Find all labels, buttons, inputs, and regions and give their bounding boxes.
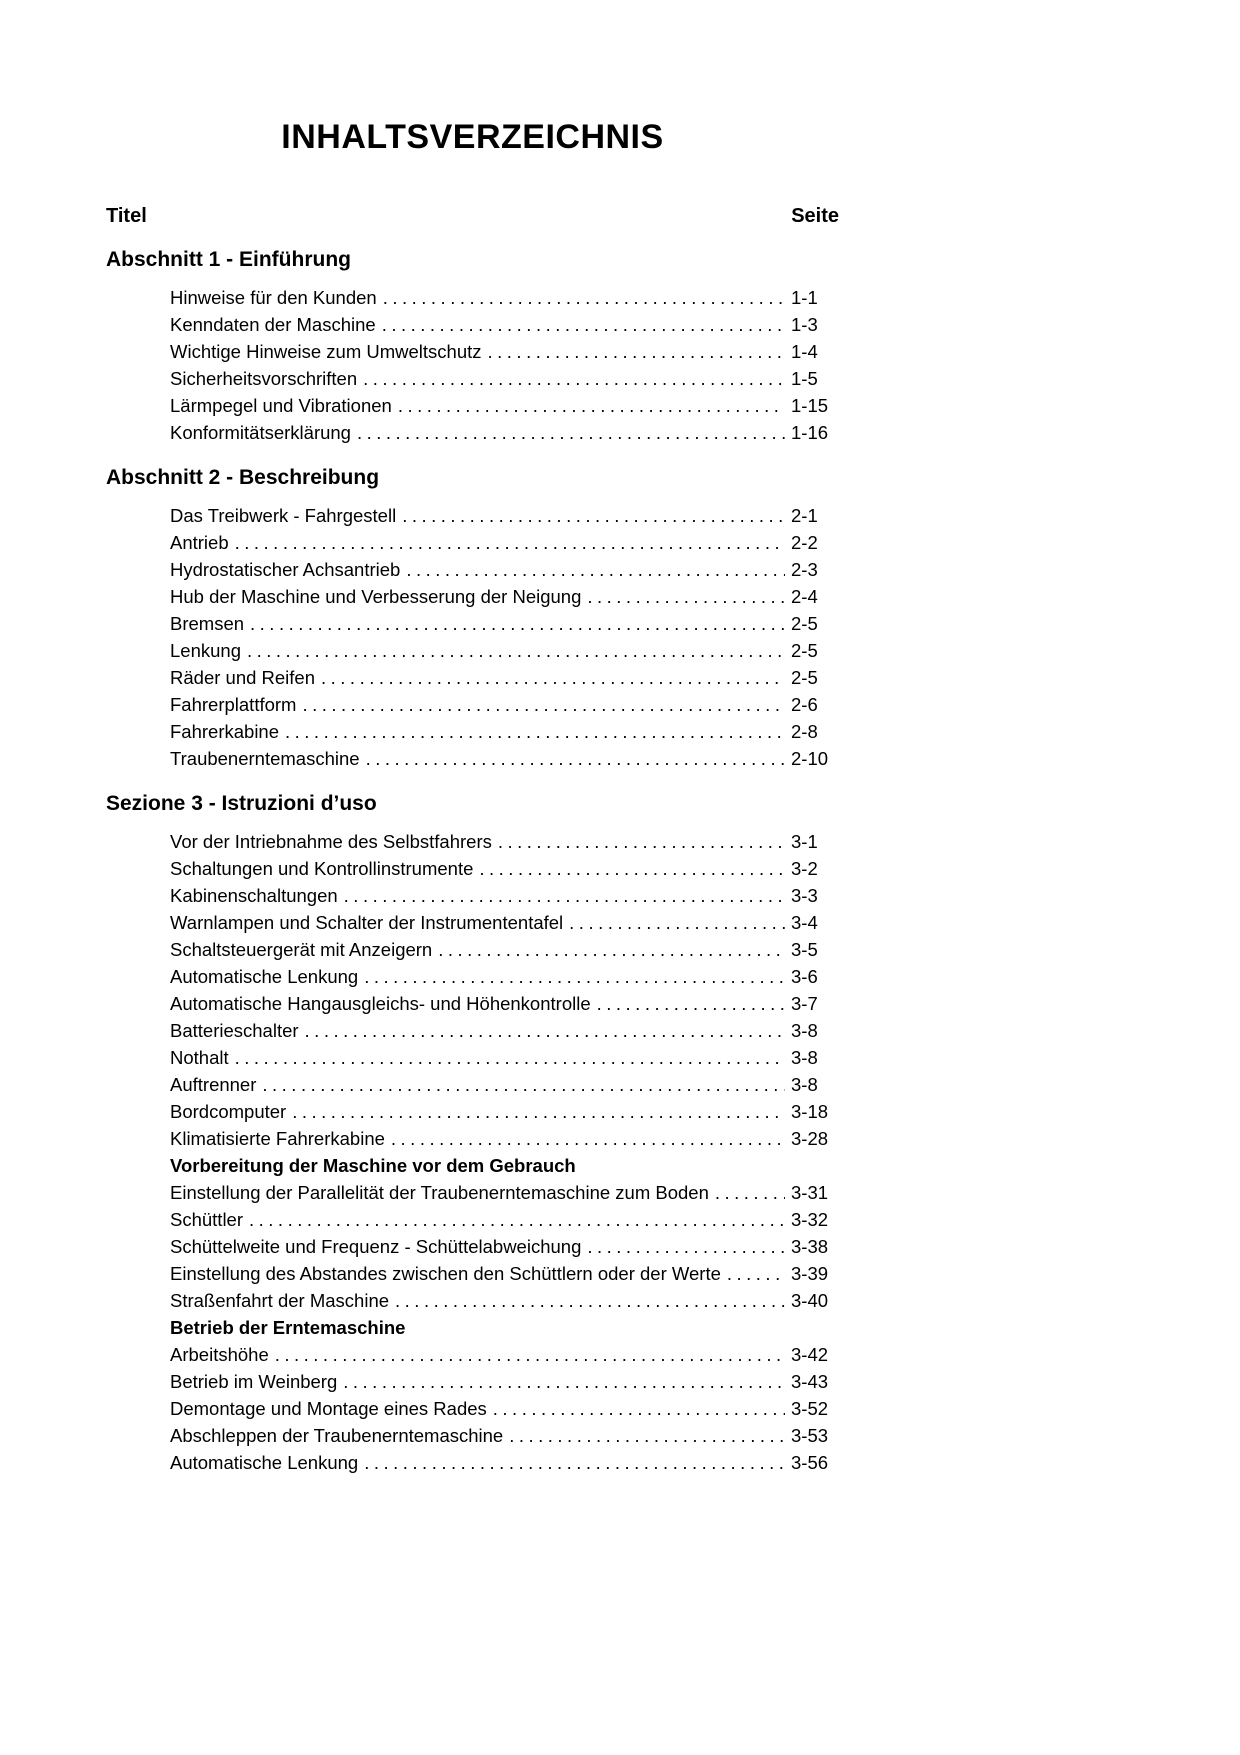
toc-entry-label: Fahrerkabine [170, 721, 280, 742]
toc-entry [106, 583, 839, 610]
toc-entry-label: Automatische Hangausgleichs- und Höhenkontrolle [170, 993, 591, 1014]
dot-leader [402, 502, 785, 529]
toc-entry [106, 529, 839, 556]
toc-entry [106, 1125, 839, 1152]
toc-entry-page: 3-4 [791, 912, 818, 933]
toc-entry [106, 392, 839, 419]
toc-entry [106, 882, 839, 909]
dot-leader [597, 990, 785, 1017]
section-heading: Abschnitt 1 - Einführung [106, 248, 351, 271]
toc-entry [106, 1368, 839, 1395]
toc-entry-label: Räder und Reifen [170, 667, 316, 688]
toc-entry-label: Einstellung der Parallelität der Traubenerntemaschine zum Boden [170, 1182, 709, 1203]
toc-entry-label: Klimatisierte Fahrerkabine [170, 1128, 385, 1149]
toc-entry-label: Nothalt [170, 1047, 229, 1068]
toc-entry-page: 3-56 [791, 1452, 829, 1473]
dot-leader [488, 338, 785, 365]
dot-leader [715, 1179, 785, 1206]
toc-entry [106, 1098, 839, 1125]
page-title: INHALTSVERZEICHNIS [281, 118, 664, 156]
toc-entry-page: 2-3 [791, 559, 818, 580]
toc-entry [106, 365, 839, 392]
toc-entry [106, 1071, 839, 1098]
toc-entry [106, 284, 839, 311]
toc-entry-label: Automatische Lenkung [170, 966, 359, 987]
toc-entry-label: Hinweise für den Kunden [170, 287, 377, 308]
toc-entry-label: Warnlampen und Schalter der Instrumententafel [170, 912, 564, 933]
toc-entry-label: Betrieb im Weinberg [170, 1371, 338, 1392]
toc-entry-page: 3-8 [791, 1020, 818, 1041]
toc-entry-page: 3-6 [791, 966, 818, 987]
toc-entry-label: Schaltungen und Kontrollinstrumente [170, 858, 474, 879]
dot-leader [727, 1260, 785, 1287]
toc-entry [106, 637, 839, 664]
dot-leader [438, 936, 785, 963]
toc-entry-label: Bordcomputer [170, 1101, 287, 1122]
toc-entry [106, 1449, 839, 1476]
column-header-page: Seite [791, 205, 839, 227]
toc-entry-label: Straßenfahrt der Maschine [170, 1290, 390, 1311]
toc-entry [106, 664, 839, 691]
toc-entry-page: 1-5 [791, 368, 818, 389]
toc-entry [106, 909, 839, 936]
toc-entry [106, 936, 839, 963]
dot-leader [262, 1071, 785, 1098]
dot-leader [235, 529, 785, 556]
toc-entry-page: 3-5 [791, 939, 818, 960]
dot-leader [391, 1125, 785, 1152]
toc-entry [106, 990, 839, 1017]
dot-leader [493, 1395, 785, 1422]
dot-leader [285, 718, 785, 745]
toc-entry-page: 3-8 [791, 1074, 818, 1095]
toc-entry [106, 556, 839, 583]
section-heading: Abschnitt 2 - Beschreibung [106, 466, 380, 489]
toc-entry-page: 2-8 [791, 721, 818, 742]
dot-leader [357, 419, 785, 446]
toc-entry [106, 1260, 839, 1287]
toc-entry-page: 1-15 [791, 395, 829, 416]
toc-entry-page: 2-6 [791, 694, 818, 715]
toc-entry-label: Konformitätserklärung [170, 422, 351, 443]
toc-entry-label: Antrieb [170, 532, 229, 553]
dot-leader [275, 1341, 785, 1368]
dot-leader [382, 311, 785, 338]
toc-entry [106, 610, 839, 637]
dot-leader [302, 691, 785, 718]
dot-leader [249, 1206, 785, 1233]
toc-entry-page: 2-10 [791, 748, 829, 769]
dot-leader [395, 1287, 785, 1314]
toc-entry-page: 3-2 [791, 858, 818, 879]
toc-entry-label: Traubenerntemaschine [170, 748, 360, 769]
toc-entry-page: 3-38 [791, 1236, 829, 1257]
dot-leader [250, 610, 785, 637]
toc-entry-label: Kenndaten der Maschine [170, 314, 376, 335]
toc-entry-page: 2-5 [791, 667, 818, 688]
toc-entry [106, 691, 839, 718]
dot-leader [509, 1422, 785, 1449]
dot-leader [587, 583, 785, 610]
toc-entry-label: Auftrenner [170, 1074, 257, 1095]
toc-entry-label: Hydrostatischer Achsantrieb [170, 559, 401, 580]
toc-entry [106, 828, 839, 855]
dot-leader [569, 909, 785, 936]
toc-entry-label: Schüttler [170, 1209, 244, 1230]
section-heading: Sezione 3 - Istruzioni d’uso [106, 792, 377, 815]
toc-entry-page: 3-52 [791, 1398, 829, 1419]
dot-leader [479, 855, 785, 882]
toc-entry-page: 2-5 [791, 640, 818, 661]
toc-entry [106, 502, 839, 529]
toc-entry [106, 1206, 839, 1233]
toc-entry-page: 3-31 [791, 1182, 829, 1203]
toc-entry-label: Wichtige Hinweise zum Umweltschutz [170, 341, 482, 362]
toc-entry-page: 3-42 [791, 1344, 829, 1365]
toc-entry [106, 718, 839, 745]
toc-entry [106, 1422, 839, 1449]
toc-entry-page: 2-4 [791, 586, 818, 607]
toc-entry-page: 3-43 [791, 1371, 829, 1392]
dot-leader [247, 637, 785, 664]
toc-entry [106, 419, 839, 446]
dot-leader [235, 1044, 785, 1071]
toc-entry-label: Fahrerplattform [170, 694, 297, 715]
toc-entry-label: Lenkung [170, 640, 241, 661]
toc-entry [106, 338, 839, 365]
toc-entry-page: 3-40 [791, 1290, 829, 1311]
toc-entry [106, 1179, 839, 1206]
toc-entry [106, 311, 839, 338]
dot-leader [406, 556, 785, 583]
toc-entry [106, 1341, 839, 1368]
toc-entry-page: 3-1 [791, 831, 818, 852]
toc-entry-label: Demontage und Montage eines Rades [170, 1398, 487, 1419]
toc-entry [106, 1233, 839, 1260]
toc-entry-page: 2-5 [791, 613, 818, 634]
toc-entry [106, 745, 839, 772]
toc-entry-page: 1-1 [791, 287, 818, 308]
toc-entry-label: Lärmpegel und Vibrationen [170, 395, 392, 416]
toc-entry-page: 3-53 [791, 1425, 829, 1446]
toc-entry-page: 3-39 [791, 1263, 829, 1284]
toc-entry-page: 1-16 [791, 422, 829, 443]
dot-leader [292, 1098, 785, 1125]
toc-subheading: Betrieb der Erntemaschine [170, 1317, 406, 1338]
toc-entry-label: Schaltsteuergerät mit Anzeigern [170, 939, 433, 960]
toc-entry-label: Vor der Intriebnahme des Selbstfahrers [170, 831, 492, 852]
toc-entry-label: Einstellung des Abstandes zwischen den Schüttlern oder der Werte [170, 1263, 721, 1284]
dot-leader [321, 664, 785, 691]
toc-entry-page: 3-18 [791, 1101, 829, 1122]
toc-entry [106, 963, 839, 990]
toc-entry-page: 2-2 [791, 532, 818, 553]
toc-entry-label: Schüttelweite und Frequenz - Schüttelabweichung [170, 1236, 582, 1257]
dot-leader [398, 392, 785, 419]
dot-leader [305, 1017, 785, 1044]
toc-entry-label: Hub der Maschine und Verbesserung der Neigung [170, 586, 582, 607]
toc-sections [106, 248, 839, 1476]
toc-entry-label: Abschleppen der Traubenerntemaschine [170, 1425, 504, 1446]
toc-entry-label: Bremsen [170, 613, 245, 634]
toc-entry-page: 3-28 [791, 1128, 829, 1149]
toc-entry-label: Sicherheitsvorschriften [170, 368, 358, 389]
dot-leader [363, 365, 785, 392]
dot-leader [344, 882, 785, 909]
toc-entry-label: Kabinenschaltungen [170, 885, 338, 906]
dot-leader [383, 284, 785, 311]
toc-entry-page: 3-8 [791, 1047, 818, 1068]
column-header-title: Titel [106, 205, 147, 227]
toc-entry-label: Arbeitshöhe [170, 1344, 269, 1365]
toc-entry-page: 3-32 [791, 1209, 829, 1230]
toc-entry-page: 1-3 [791, 314, 818, 335]
dot-leader [498, 828, 785, 855]
toc-entry [106, 1395, 839, 1422]
toc-entry-page: 2-1 [791, 505, 818, 526]
dot-leader [364, 1449, 785, 1476]
toc-entry [106, 1017, 839, 1044]
toc-entry-page: 3-3 [791, 885, 818, 906]
dot-leader [366, 745, 785, 772]
toc-subheading: Vorbereitung der Maschine vor dem Gebrauch [170, 1155, 576, 1176]
toc-entry [106, 1287, 839, 1314]
toc-entry-label: Automatische Lenkung [170, 1452, 359, 1473]
dot-leader [587, 1233, 785, 1260]
dot-leader [343, 1368, 785, 1395]
toc-entry-page: 3-7 [791, 993, 818, 1014]
toc-entry [106, 1044, 839, 1071]
dot-leader [364, 963, 785, 990]
toc-entry-label: Das Treibwerk - Fahrgestell [170, 505, 397, 526]
toc-entry [106, 855, 839, 882]
toc-entry-label: Batterieschalter [170, 1020, 299, 1041]
toc-entry-page: 1-4 [791, 341, 818, 362]
column-headers [106, 205, 839, 228]
